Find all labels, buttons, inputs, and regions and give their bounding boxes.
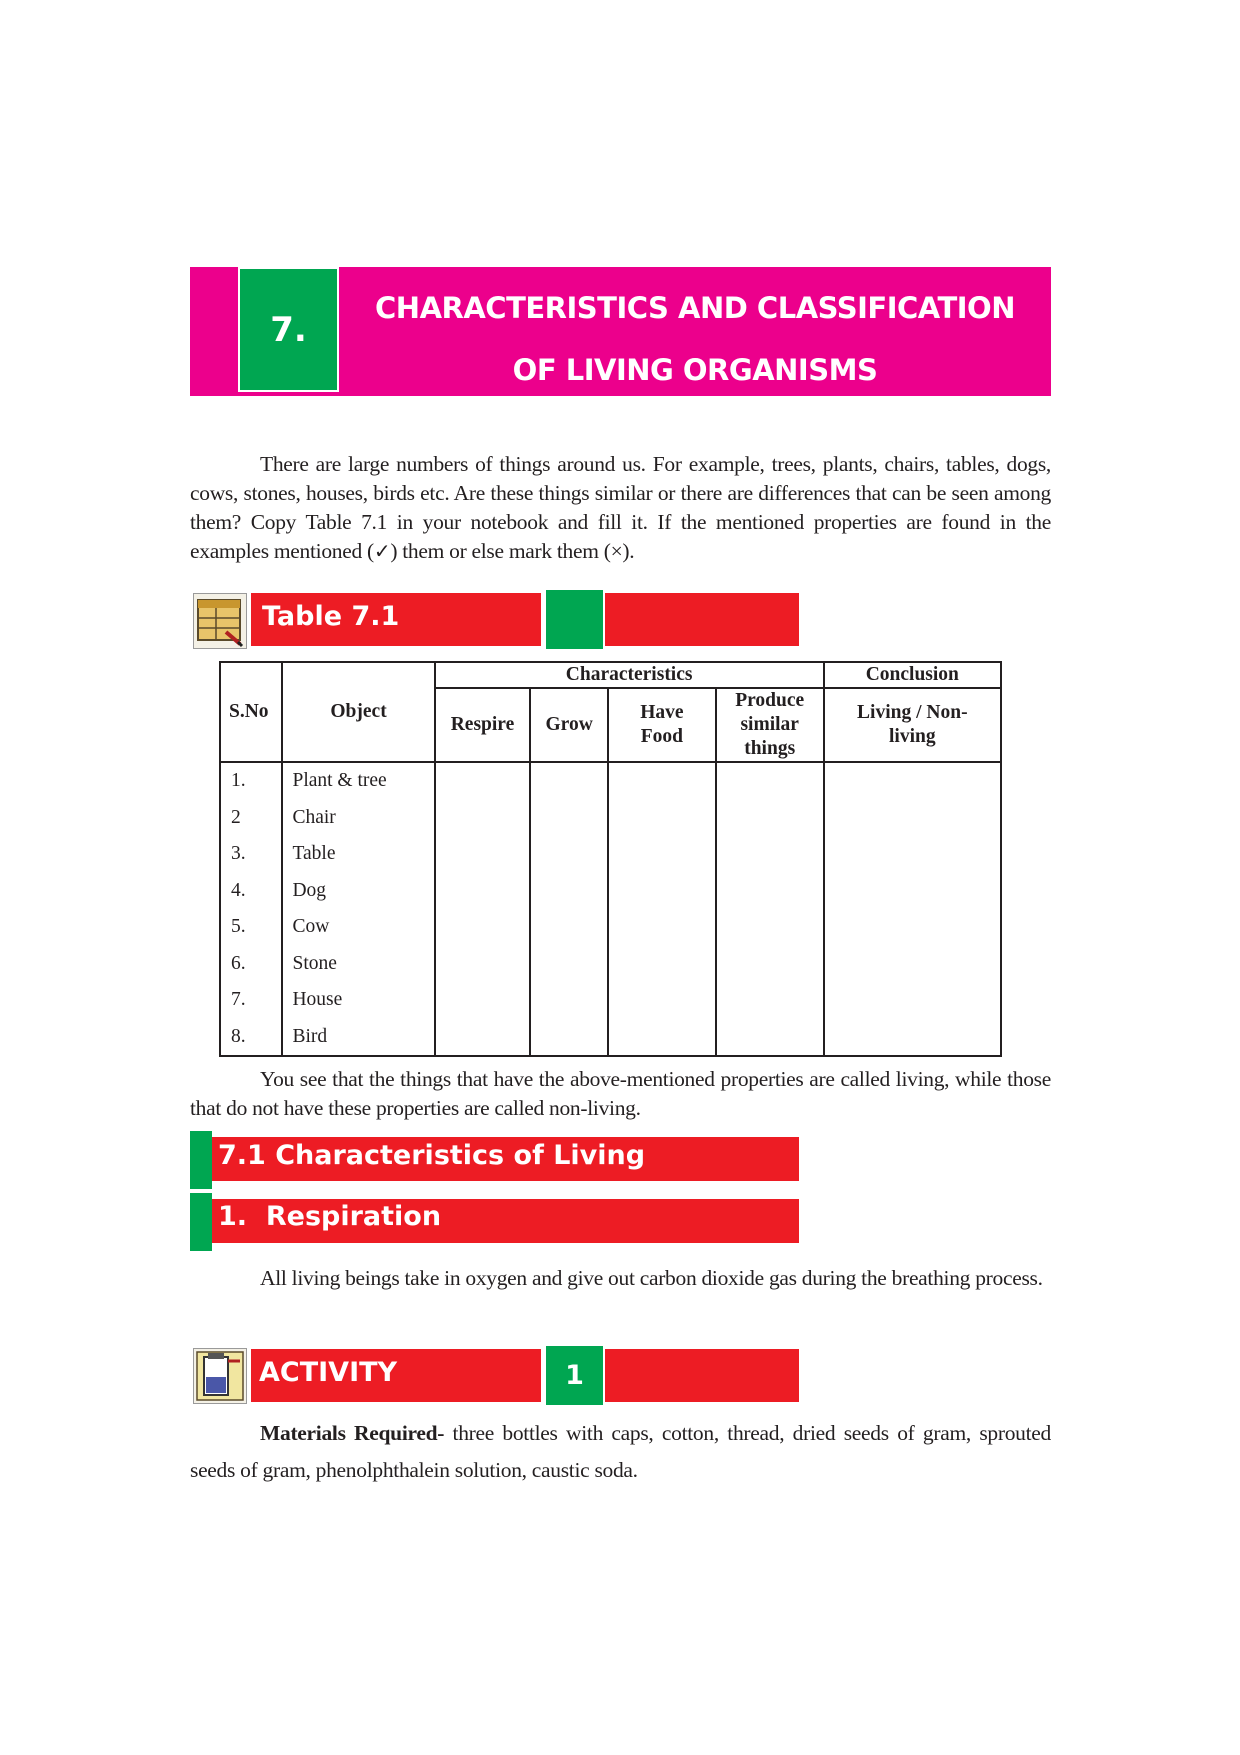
row-sno: 8. (220, 1019, 282, 1057)
intro-text: There are large numbers of things around us. For example, trees, plants, chairs, tables, dogs, cows, stones, houses, birds etc. Are these things similar or there are differences that can be seen among them? Copy Table 7.1 in your notebook and fill it. If the mentioned properties are found in the examples mentioned ( (190, 452, 1051, 563)
table-row (220, 800, 1001, 837)
materials-label: Materials Required- (260, 1421, 445, 1445)
cell-produce (716, 836, 824, 873)
cell-grow (530, 946, 608, 983)
activity-bar-right (605, 1349, 799, 1402)
chapter-title (345, 277, 1045, 401)
header-grow: Grow (530, 688, 608, 762)
cell-grow (530, 1019, 608, 1057)
cell-produce (716, 800, 824, 837)
cell-conclusion (824, 982, 1001, 1019)
table-label-green-block (546, 590, 603, 649)
chapter-title-line2: OF LIVING ORGANISMS (512, 353, 878, 387)
cell-produce (716, 982, 824, 1019)
cell-conclusion (824, 836, 1001, 873)
cell-respire (435, 762, 531, 800)
intro-text-end: ). (622, 539, 635, 563)
cell-respire (435, 836, 531, 873)
tick-glyph: ✓ (373, 539, 391, 563)
cell-grow (530, 909, 608, 946)
table-row (220, 836, 1001, 873)
row-sno: 6. (220, 946, 282, 983)
table-row (220, 1019, 1001, 1057)
row-object: Bird (282, 1019, 434, 1057)
row-sno: 2 (220, 800, 282, 837)
section-heading: 7.1 Characteristics of Living (218, 1140, 646, 1171)
header-respire: Respire (435, 688, 531, 762)
cell-have-food (608, 909, 716, 946)
cell-respire (435, 1019, 531, 1057)
cell-produce (716, 762, 824, 800)
cell-grow (530, 982, 608, 1019)
cross-glyph: × (610, 539, 623, 563)
activity-number: 1 (546, 1346, 603, 1405)
header-sno: S.No (220, 662, 282, 762)
row-sno: 5. (220, 909, 282, 946)
cell-have-food (608, 982, 716, 1019)
cell-have-food (608, 873, 716, 910)
respiration-paragraph: All living beings take in oxygen and give out carbon dioxide gas during the breathing process. (260, 1266, 1043, 1290)
table-row (220, 982, 1001, 1019)
header-object: Object (282, 662, 434, 762)
cell-have-food (608, 800, 716, 837)
row-object: House (282, 982, 434, 1019)
materials-paragraph (190, 1415, 1051, 1489)
subsection-heading: 1. Respiration (218, 1201, 442, 1232)
cell-conclusion (824, 762, 1001, 800)
after-table-paragraph: You see that the things that have the above-mentioned properties are called living, while those that do not have these properties are called non-living. (190, 1067, 1051, 1120)
cell-produce (716, 1019, 824, 1057)
cell-grow (530, 762, 608, 800)
table-row (220, 946, 1001, 983)
row-sno: 4. (220, 873, 282, 910)
row-sno: 1. (220, 762, 282, 800)
row-object: Plant & tree (282, 762, 434, 800)
row-object: Chair (282, 800, 434, 837)
cell-conclusion (824, 946, 1001, 983)
cell-conclusion (824, 800, 1001, 837)
table-row (220, 873, 1001, 910)
cell-grow (530, 800, 608, 837)
cell-have-food (608, 946, 716, 983)
activity-label: ACTIVITY (259, 1357, 398, 1388)
row-object: Stone (282, 946, 434, 983)
cell-conclusion (824, 873, 1001, 910)
row-sno: 7. (220, 982, 282, 1019)
cell-produce (716, 946, 824, 983)
activity-icon (193, 1348, 247, 1404)
cell-conclusion (824, 909, 1001, 946)
cell-produce (716, 909, 824, 946)
header-produce-similar: Produce similar things (716, 688, 824, 762)
table-row (220, 762, 1001, 800)
section-heading-green-tab (190, 1131, 212, 1189)
header-have-food: Have Food (608, 688, 716, 762)
header-living-nonliving: Living / Non-living (824, 688, 1001, 762)
chapter-title-line1: CHARACTERISTICS AND CLASSIFICATION (375, 291, 1015, 325)
cell-have-food (608, 762, 716, 800)
cell-grow (530, 873, 608, 910)
cell-have-food (608, 836, 716, 873)
cell-respire (435, 982, 531, 1019)
materials-text: three bottles with caps, cotton, thread, dried seeds of gram, sprouted seeds of gram, phenolphthalein solution, caustic soda. (190, 1421, 1051, 1482)
cell-respire (435, 909, 531, 946)
cell-have-food (608, 1019, 716, 1057)
cell-grow (530, 836, 608, 873)
row-object: Dog (282, 873, 434, 910)
intro-text-middle: ) them or else mark them ( (390, 539, 611, 563)
row-sno: 3. (220, 836, 282, 873)
cell-conclusion (824, 1019, 1001, 1057)
chapter-number: 7. (238, 267, 339, 392)
row-object: Cow (282, 909, 434, 946)
header-characteristics: Characteristics (435, 662, 824, 688)
cell-produce (716, 873, 824, 910)
table-7-1 (219, 661, 1002, 1057)
table-body (220, 762, 1001, 1056)
table-icon (193, 593, 247, 649)
subsection-heading-green-tab (190, 1193, 212, 1251)
table-label-bar-right (605, 593, 799, 646)
intro-paragraph (190, 450, 1051, 566)
table-row (220, 909, 1001, 946)
cell-respire (435, 946, 531, 983)
cell-respire (435, 800, 531, 837)
cell-respire (435, 873, 531, 910)
row-object: Table (282, 836, 434, 873)
table-label: Table 7.1 (262, 601, 400, 632)
header-conclusion: Conclusion (824, 662, 1001, 688)
